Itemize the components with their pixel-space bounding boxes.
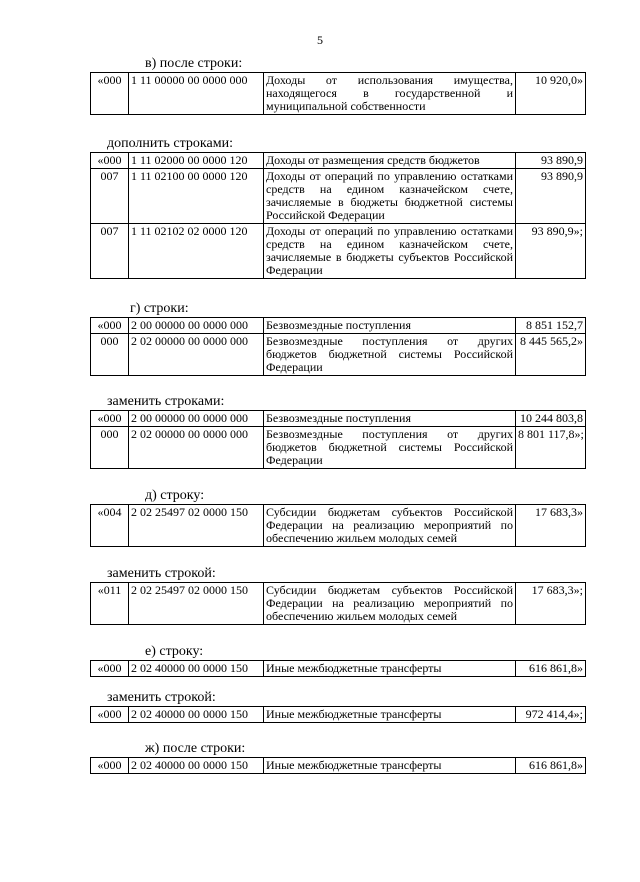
kbk-admin-cell: «000 xyxy=(91,153,129,169)
description-cell: Иные межбюджетные трансферты xyxy=(264,758,516,774)
kbk-code-cell: 1 11 02000 00 0000 120 xyxy=(129,153,264,169)
table-row xyxy=(91,505,586,547)
description-cell: Безвозмездные поступления от других бюджетов бюджетной системы Российской Федерации xyxy=(264,334,516,376)
amendment-table xyxy=(90,706,586,723)
amount-cell: 10 920,0» xyxy=(516,73,586,115)
kbk-admin-cell: «000 xyxy=(91,758,129,774)
amendment-table xyxy=(90,660,586,677)
kbk-code-cell: 2 00 00000 00 0000 000 xyxy=(129,411,264,427)
amount-cell: 8 851 152,7 xyxy=(516,318,586,334)
description-cell: Доходы от операций по управлению остатками средств на едином казначейском счете, зачисляемые в бюджеты субъектов Российской Федерации xyxy=(264,224,516,279)
table-row xyxy=(91,73,586,115)
description-cell: Иные межбюджетные трансферты xyxy=(264,661,516,677)
kbk-admin-cell: «000 xyxy=(91,411,129,427)
amendment-table xyxy=(90,582,586,625)
table-row xyxy=(91,169,586,224)
kbk-code-cell: 2 02 00000 00 0000 000 xyxy=(129,334,264,376)
table-row xyxy=(91,334,586,376)
table-row xyxy=(91,583,586,625)
kbk-code-cell: 2 02 40000 00 0000 150 xyxy=(129,661,264,677)
table-row xyxy=(91,411,586,427)
description-cell: Безвозмездные поступления xyxy=(264,411,516,427)
kbk-code-cell: 1 11 02100 00 0000 120 xyxy=(129,169,264,224)
description-cell: Иные межбюджетные трансферты xyxy=(264,707,516,723)
description-cell: Безвозмездные поступления от других бюджетов бюджетной системы Российской Федерации xyxy=(264,427,516,469)
description-cell: Субсидии бюджетам субъектов Российской Федерации на реализацию мероприятий по обеспечению жильем молодых семей xyxy=(264,505,516,547)
table-row xyxy=(91,707,586,723)
table-row xyxy=(91,224,586,279)
block-heading: д) строку: xyxy=(145,488,205,503)
description-cell: Доходы от использования имущества, находящегося в государственной и муниципальной собственности xyxy=(264,73,516,115)
table-row xyxy=(91,318,586,334)
description-cell: Безвозмездные поступления xyxy=(264,318,516,334)
amount-cell: 10 244 803,8 xyxy=(516,411,586,427)
kbk-code-cell: 2 00 00000 00 0000 000 xyxy=(129,318,264,334)
amount-cell: 972 414,4»; xyxy=(516,707,586,723)
block-heading: дополнить строками: xyxy=(107,136,233,151)
table-row xyxy=(91,153,586,169)
amount-cell: 17 683,3»; xyxy=(516,583,586,625)
kbk-admin-cell: «004 xyxy=(91,505,129,547)
block-heading: е) строку: xyxy=(145,644,204,659)
amendment-table xyxy=(90,317,586,376)
kbk-admin-cell: «000 xyxy=(91,707,129,723)
kbk-code-cell: 2 02 25497 02 0000 150 xyxy=(129,583,264,625)
kbk-code-cell: 1 11 02102 02 0000 120 xyxy=(129,224,264,279)
block-heading: г) строки: xyxy=(130,301,189,316)
block-heading: ж) после строки: xyxy=(145,741,246,756)
kbk-admin-cell: «000 xyxy=(91,73,129,115)
amount-cell: 93 890,9»; xyxy=(516,224,586,279)
description-cell: Субсидии бюджетам субъектов Российской Федерации на реализацию мероприятий по обеспечению жильем молодых семей xyxy=(264,583,516,625)
kbk-admin-cell: «000 xyxy=(91,318,129,334)
block-heading: заменить строкой: xyxy=(107,690,216,705)
kbk-code-cell: 2 02 40000 00 0000 150 xyxy=(129,758,264,774)
kbk-code-cell: 1 11 00000 00 0000 000 xyxy=(129,73,264,115)
kbk-admin-cell: 007 xyxy=(91,169,129,224)
amendment-table xyxy=(90,72,586,115)
description-cell: Доходы от размещения средств бюджетов xyxy=(264,153,516,169)
amendment-table xyxy=(90,410,586,469)
table-row xyxy=(91,661,586,677)
kbk-admin-cell: 000 xyxy=(91,427,129,469)
description-cell: Доходы от операций по управлению остатками средств на едином казначейском счете, зачисляемые в бюджеты бюджетной системы Российской Федерации xyxy=(264,169,516,224)
amount-cell: 8 801 117,8»; xyxy=(516,427,586,469)
kbk-code-cell: 2 02 25497 02 0000 150 xyxy=(129,505,264,547)
block-heading: в) после строки: xyxy=(145,56,243,71)
table-row xyxy=(91,758,586,774)
amount-cell: 8 445 565,2» xyxy=(516,334,586,376)
amount-cell: 93 890,9 xyxy=(516,169,586,224)
block-heading: заменить строками: xyxy=(107,394,225,409)
amount-cell: 616 861,8» xyxy=(516,758,586,774)
page-number: 5 xyxy=(317,33,323,47)
kbk-admin-cell: «000 xyxy=(91,661,129,677)
block-heading: заменить строкой: xyxy=(107,566,216,581)
kbk-admin-cell: 000 xyxy=(91,334,129,376)
amount-cell: 93 890,9 xyxy=(516,153,586,169)
kbk-admin-cell: «011 xyxy=(91,583,129,625)
kbk-code-cell: 2 02 00000 00 0000 000 xyxy=(129,427,264,469)
amendment-table xyxy=(90,757,586,774)
amount-cell: 616 861,8» xyxy=(516,661,586,677)
kbk-code-cell: 2 02 40000 00 0000 150 xyxy=(129,707,264,723)
amendment-table xyxy=(90,504,586,547)
amount-cell: 17 683,3» xyxy=(516,505,586,547)
kbk-admin-cell: 007 xyxy=(91,224,129,279)
table-row xyxy=(91,427,586,469)
amendment-table xyxy=(90,152,586,279)
